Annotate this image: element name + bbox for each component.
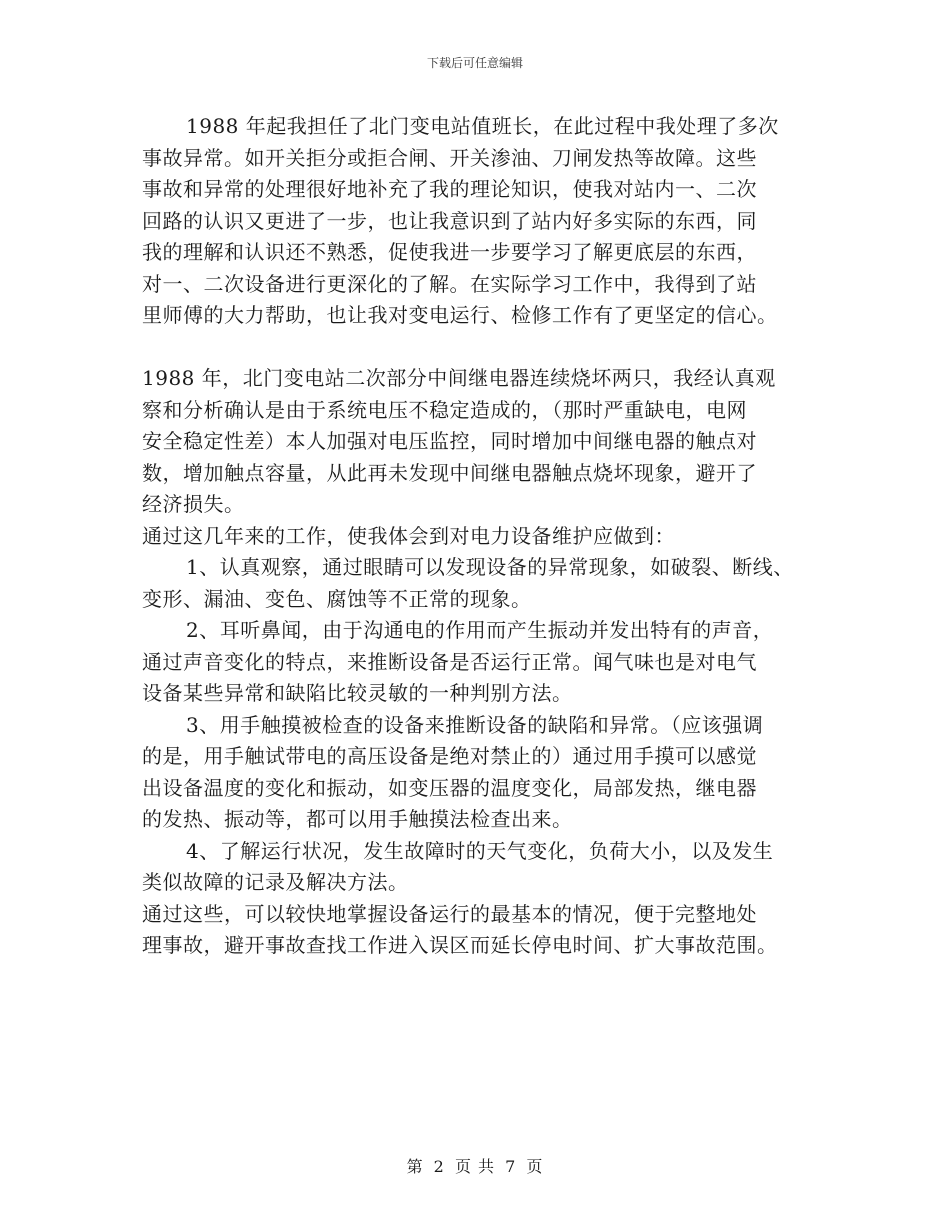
text-line: 理事故，避开事故查找工作进入误区而延长停电时间、扩大事故范围。 (142, 933, 778, 957)
text-line: 的发热、振动等，都可以用手触摸法检查出来。 (142, 807, 573, 831)
text-line: 回路的认识又更进了一步，也让我意识到了站内好多实际的东西，同 (142, 208, 757, 233)
text-line: 出设备温度的变化和振动，如变压器的温度变化，局部发热，继电器 (142, 775, 757, 800)
text-line: 1、认真观察，通过眼睛可以发现设备的异常现象，如破裂、断线、 (186, 555, 794, 579)
footer-middle: 页 共 (454, 1157, 496, 1176)
text-line: 通过这几年来的工作，使我体会到对电力设备维护应做到： (142, 523, 675, 548)
paragraph (142, 521, 842, 553)
text-line: 我的理解和认识还不熟悉，促使我进一步要学习了解更底层的东西， (142, 240, 757, 264)
text-line: 里师傅的大力帮助，也让我对变电运行、检修工作有了更坚定的信心。 (142, 303, 778, 327)
text-line: 安全稳定性差）本人加强对电压监控，同时增加中间继电器的触点对 (142, 429, 757, 453)
text-line: 3、用手触摸被检查的设备来推断设备的缺陷和异常。（应该强调 (186, 712, 764, 737)
list-item (142, 836, 842, 899)
footer-total-pages: 7 (505, 1157, 517, 1176)
list-item (142, 615, 842, 710)
text-line: 通过这些，可以较快地掌握设备运行的最基本的情况，便于完整地处 (142, 901, 757, 926)
paragraph (142, 363, 842, 521)
text-line: 事故和异常的处理很好地补充了我的理论知识，使我对站内一、二次 (142, 177, 757, 201)
text-line: 设备某些异常和缺陷比较灵敏的一种判别方法。 (142, 681, 573, 705)
document-body (142, 111, 842, 962)
text-line: 经济损失。 (142, 492, 245, 516)
text-line: 变形、漏油、变色、腐蚀等不正常的现象。 (142, 586, 532, 611)
text-line: 1988 年起我担任了北门变电站值班长，在此过程中我处理了多次 (186, 114, 779, 138)
text-line: 数，增加触点容量，从此再未发现中间继电器触点烧坏现象，避开了 (142, 460, 757, 485)
text-line: 类似故障的记录及解决方法。 (142, 870, 409, 894)
paragraph (142, 111, 842, 332)
page-header: 下载后可任意编辑 (426, 56, 523, 70)
text-line: 的是，用手触试带电的高压设备是绝对禁止的）通过用手摸可以感觉 (142, 744, 757, 768)
paragraph-spacer (142, 332, 842, 364)
footer-page-number: 2 (433, 1157, 445, 1176)
text-line: 1988 年，北门变电站二次部分中间继电器连续烧坏两只，我经认真观 (142, 366, 776, 390)
list-item (142, 552, 842, 615)
text-line: 事故异常。如开关拒分或拒合闸、开关渗油、刀闸发热等故障。这些 (142, 145, 757, 170)
text-line: 通过声音变化的特点，来推断设备是否运行正常。闻气味也是对电气 (142, 649, 757, 674)
text-line: 2、耳听鼻闻，由于沟通电的作用而产生振动并发出特有的声音， (186, 618, 774, 642)
text-line: 4、了解运行状况，发生故障时的天气变化，负荷大小，以及发生 (186, 838, 774, 863)
page-footer (0, 1154, 950, 1177)
footer-suffix: 页 (526, 1157, 544, 1176)
text-line: 对一、二次设备进行更深化的了解。在实际学习工作中，我得到了站 (142, 271, 757, 296)
footer-prefix: 第 (406, 1157, 424, 1176)
paragraph (142, 899, 842, 962)
text-line: 察和分析确认是由于系统电压不稳定造成的，（那时严重缺电，电网 (142, 397, 747, 422)
list-item (142, 710, 842, 836)
